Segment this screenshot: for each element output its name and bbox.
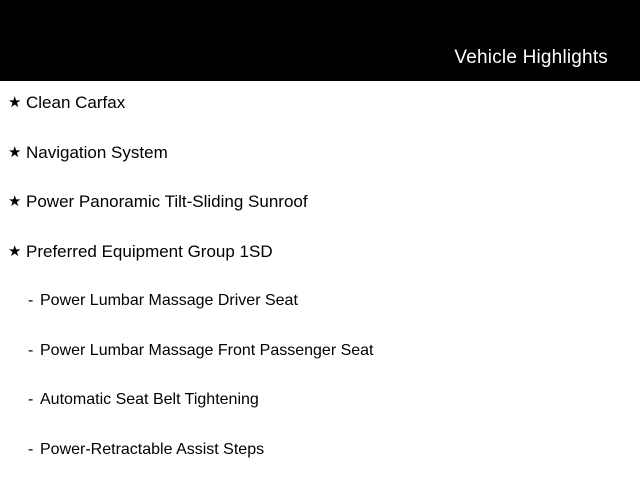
page-title: Vehicle Highlights: [454, 47, 608, 68]
star-bullet-icon: ★: [8, 242, 22, 260]
list-item-label: Power Lumbar Massage Driver Seat: [40, 292, 298, 309]
star-bullet-icon: ★: [8, 94, 22, 111]
list-item: [0, 81, 640, 131]
list-item-label: Navigation System: [26, 142, 168, 162]
list-item-label: Automatic Seat Belt Tightening: [40, 391, 259, 408]
star-bullet-icon: ★: [8, 193, 22, 210]
list-item: [0, 180, 640, 230]
dash-bullet-icon: -: [28, 391, 34, 408]
list-item-label: Power Panoramic Tilt-Sliding Sunroof: [26, 192, 308, 211]
header-bar: [0, 0, 640, 81]
dash-bullet-icon: -: [28, 440, 34, 458]
list-item: [0, 378, 640, 428]
highlights-list: [0, 81, 640, 477]
list-item: [0, 279, 640, 329]
list-item-label: Power-Retractable Assist Steps: [40, 440, 265, 458]
list-item: [0, 329, 640, 379]
list-item-label: Preferred Equipment Group 1SD: [26, 241, 273, 261]
list-item-label: Clean Carfax: [26, 93, 126, 112]
list-item: [0, 230, 640, 280]
dash-bullet-icon: -: [28, 341, 34, 359]
dash-bullet-icon: -: [28, 292, 34, 309]
star-bullet-icon: ★: [8, 143, 22, 161]
list-item: [0, 131, 640, 181]
list-item-label: Power Lumbar Massage Front Passenger Seat: [40, 341, 374, 359]
list-item: [0, 428, 640, 478]
